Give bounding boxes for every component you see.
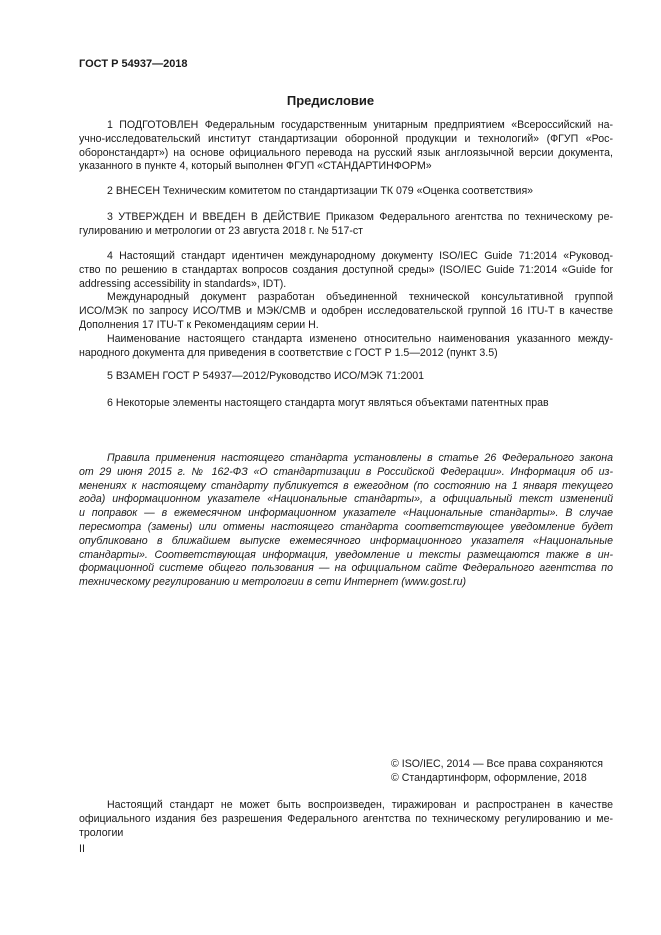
text-line: 4 Настоящий стандарт идентичен международному документу ISO/IEC Guide 71:2014 «Руковод-	[107, 250, 613, 262]
text-line: 1 ПОДГОТОВЛЕН Федеральным государственным унитарным предприятием «Всероссийский на-	[107, 119, 613, 131]
text-line: ство по решению в стандартах вопросов создания доступной среды» (ISO/IEC Guide 71:2014 «Guide for	[79, 263, 613, 276]
text-line: Настоящий стандарт не может быть воспроизведен, тиражирован и распространен в качестве	[107, 799, 613, 811]
footer-notice	[79, 799, 613, 840]
paragraph-6	[79, 397, 613, 411]
text-line: 5 ВЗАМЕН ГОСТ Р 54937—2012/Руководство ИСО/МЭК 71:2001	[107, 370, 425, 382]
legal-notice	[79, 452, 613, 590]
text-line: менениях к настоящему стандарту публикуется в ежегодном (по состоянию на 1 января текущего	[79, 479, 613, 492]
text-line: Международный документ разработан объединенной технической консультативной группой	[107, 291, 613, 304]
text-line: формационной системе общего пользования — на официальном сайте Федерального агентства по	[79, 562, 613, 575]
text-line: пересмотра (замены) или отмены настоящего стандарта соответствующее уведомление будет	[79, 520, 613, 533]
document-id: ГОСТ Р 54937—2018	[79, 58, 188, 70]
copyright-line: © Стандартинформ, оформление, 2018	[391, 771, 587, 784]
paragraph-5	[79, 370, 613, 384]
text-line: ИСО/МЭК по запросу ИСО/ТМВ и МЭК/СМВ и одобрен исследовательской группой 16 ITU-T в качестве	[79, 305, 613, 318]
text-line: Наименование настоящего стандарта изменено относительно наименования указанного между-	[107, 332, 613, 345]
page-title: Предисловие	[286, 93, 375, 108]
text-line: оборонстандарт») на основе официального перевода на русский язык англоязычной версии документа,	[79, 146, 613, 159]
copyright-block	[391, 758, 603, 786]
paragraph-1	[79, 119, 613, 174]
text-line: техническому регулированию и метрологии в сети Интернет (www.gost.ru)	[79, 576, 467, 589]
copyright-line: © ISO/IEC, 2014 — Все права сохраняются	[391, 758, 603, 770]
text-line: стандарты». Соответствующая информация, уведомление и тексты размещаются также в ин-	[79, 548, 613, 561]
text-line: народного документа для приведения в соответствие с ГОСТ Р 1.5—2012 (пункт 3.5)	[79, 346, 498, 359]
text-line: addressing accessibility in standards», IDT).	[79, 277, 287, 290]
text-line: Правила применения настоящего стандарта установлены в статье 26 Федерального закона	[107, 452, 613, 464]
text-line: и поправок — в ежемесячном информационном указателе «Национальные стандарты». В случае	[79, 507, 613, 520]
text-line: опубликовано в ближайшем выпуске ежемесячного информационного указателя «Национальные	[79, 534, 613, 547]
text-line: учно-исследовательский институт стандартизации оборонной продукции и технологий» (ФГУП «Рос-	[79, 132, 613, 145]
paragraph-4	[79, 250, 613, 360]
paragraph-2	[79, 185, 613, 199]
text-line: 6 Некоторые элементы настоящего стандарта могут являться объектами патентных прав	[107, 397, 549, 409]
text-line: трологии	[79, 826, 124, 839]
text-line: официального издания без разрешения Федерального агентства по техническому регулированию и ме-	[79, 812, 613, 825]
page-number: II	[79, 843, 85, 855]
text-line: указанного в пункте 4, который выполнен ФГУП «СТАНДАРТИНФОРМ»	[79, 160, 432, 173]
paragraph-3	[79, 211, 613, 239]
text-line: от 29 июня 2015 г. № 162-ФЗ «О стандартизации в Российской Федерации». Информация об из-	[79, 465, 613, 478]
text-line: 2 ВНЕСЕН Техническим комитетом по стандартизации ТК 079 «Оценка соответствия»	[107, 185, 534, 197]
text-line: Дополнения 17 ITU-T к Рекомендациям серии H.	[79, 318, 319, 331]
text-line: года) информационном указателе «Национальные стандарты», а официальный текст изменений	[79, 493, 613, 506]
text-line: гулированию и метрологии от 23 августа 2018 г. № 517-ст	[79, 224, 364, 237]
text-line: 3 УТВЕРЖДЕН И ВВЕДЕН В ДЕЙСТВИЕ Приказом Федерального агентства по техническому ре-	[107, 211, 613, 223]
